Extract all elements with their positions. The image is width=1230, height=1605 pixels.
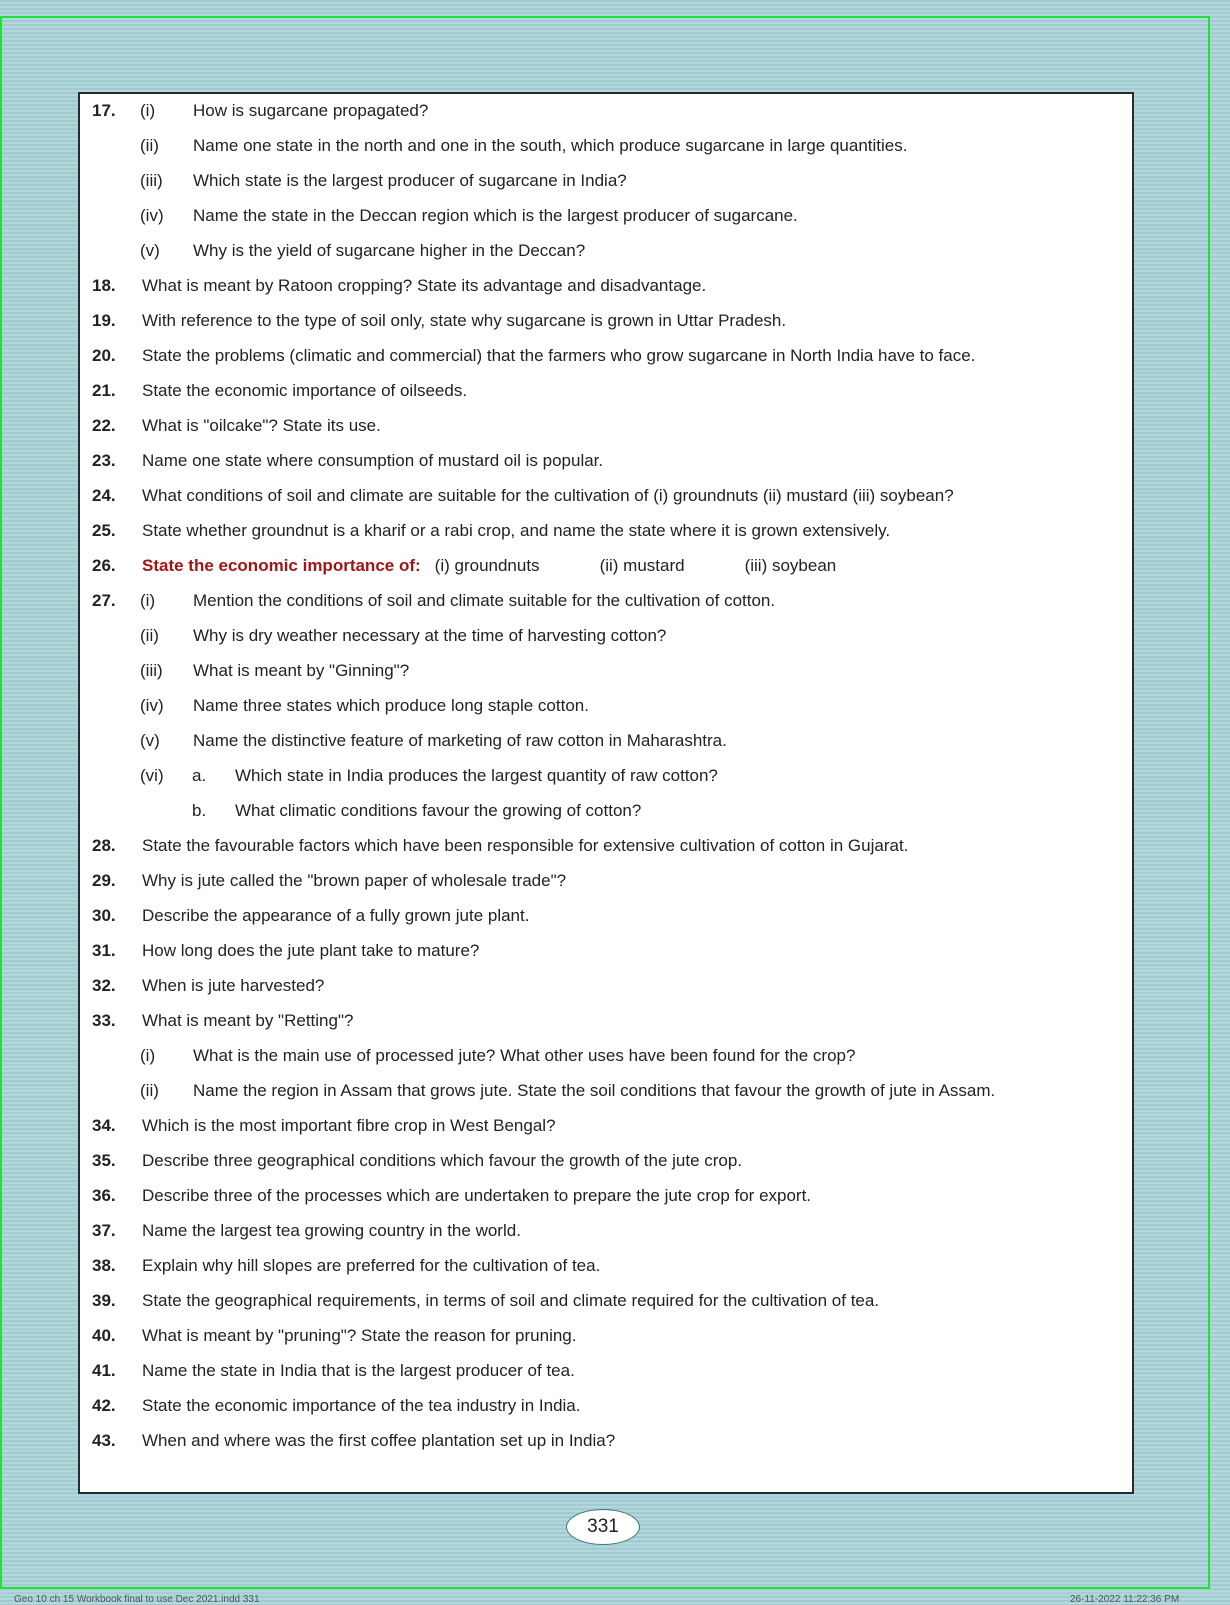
question-text: Why is dry weather necessary at the time of harvesting cotton?	[193, 626, 667, 645]
question-text: When and where was the first coffee plantation set up in India?	[142, 1431, 616, 1450]
question-number: 24.	[92, 486, 116, 505]
question-number: 21.	[92, 381, 116, 400]
question-number: 20.	[92, 346, 116, 365]
question-row	[80, 236, 1132, 266]
subpart-label: (ii)	[140, 1081, 159, 1100]
question-row	[80, 1251, 1132, 1281]
question-text: Which state in India produces the largest quantity of raw cotton?	[235, 766, 718, 785]
question-row	[80, 901, 1132, 931]
questions-panel	[78, 92, 1134, 1494]
question-text: Why is the yield of sugarcane higher in the Deccan?	[193, 241, 586, 260]
question-text: State whether groundnut is a kharif or a rabi crop, and name the state where it is grown extensively.	[142, 521, 891, 540]
question-number: 32.	[92, 976, 116, 995]
question-row	[80, 621, 1132, 651]
question-number: 18.	[92, 276, 116, 295]
question-row	[80, 481, 1132, 511]
question-text: State the economic importance of oilseeds.	[142, 381, 468, 400]
question-row	[80, 1216, 1132, 1246]
subpart-label: (i)	[140, 1046, 156, 1065]
subpart-label: (v)	[140, 241, 160, 260]
question-number: 39.	[92, 1291, 116, 1310]
question-number: 36.	[92, 1186, 116, 1205]
question-text: Which is the most important fibre crop in West Bengal?	[142, 1116, 556, 1135]
question-text: Name one state where consumption of mustard oil is popular.	[142, 451, 604, 470]
page-number: 331	[566, 1509, 640, 1545]
crop-option: (i) groundnuts	[434, 556, 540, 575]
question-row	[80, 936, 1132, 966]
subpart-label: (iv)	[140, 206, 164, 225]
question-row	[80, 306, 1132, 336]
question-number: 17.	[92, 101, 116, 120]
question-text: Describe three of the processes which are undertaken to prepare the jute crop for export.	[142, 1186, 812, 1205]
question-number: 27.	[92, 591, 116, 610]
question-text: Name the state in the Deccan region which is the largest producer of sugarcane.	[193, 206, 798, 225]
question-number: 26.	[92, 556, 116, 575]
question-row	[80, 376, 1132, 406]
question-row	[80, 761, 1132, 791]
question-text: State the geographical requirements, in terms of soil and climate required for the cultivation of tea.	[142, 1291, 880, 1310]
subpart-label: (vi)	[140, 766, 164, 785]
subpart-label: (v)	[140, 731, 160, 750]
question-number: 42.	[92, 1396, 116, 1415]
question-text: When is jute harvested?	[142, 976, 325, 995]
subpart-label: (iii)	[140, 661, 163, 680]
subpart-label: (ii)	[140, 136, 159, 155]
highlighted-prompt: State the economic importance of:	[142, 556, 421, 575]
question-text: What climatic conditions favour the growing of cotton?	[235, 801, 642, 820]
question-number: 29.	[92, 871, 116, 890]
question-row	[80, 1286, 1132, 1316]
question-number: 43.	[92, 1431, 116, 1450]
question-row	[80, 411, 1132, 441]
question-number: 33.	[92, 1011, 116, 1030]
question-row	[80, 341, 1132, 371]
question-text: State the problems (climatic and commercial) that the farmers who grow sugarcane in North India have to face.	[142, 346, 976, 365]
footer-file-info: Geo 10 ch 15 Workbook final to use Dec 2021.indd 331	[14, 1594, 260, 1605]
footer-timestamp: 26-11-2022 11:22:36 PM	[1070, 1594, 1180, 1605]
question-row	[80, 1076, 1132, 1106]
question-number: 25.	[92, 521, 116, 540]
subpart-label: (iv)	[140, 696, 164, 715]
question-text: What is meant by "Ginning"?	[193, 661, 410, 680]
question-number: 35.	[92, 1151, 116, 1170]
question-text: How is sugarcane propagated?	[193, 101, 429, 120]
question-text: State the economic importance of the tea industry in India.	[142, 1396, 581, 1415]
question-row	[80, 586, 1132, 616]
question-text: Which state is the largest producer of sugarcane in India?	[193, 171, 627, 190]
question-text: How long does the jute plant take to mature?	[142, 941, 480, 960]
question-text: Name one state in the north and one in the south, which produce sugarcane in large quantities.	[193, 136, 908, 155]
question-row	[80, 866, 1132, 896]
question-row	[80, 1111, 1132, 1141]
question-number: 30.	[92, 906, 116, 925]
question-row	[80, 551, 1132, 581]
question-number: 22.	[92, 416, 116, 435]
question-row	[80, 446, 1132, 476]
question-row	[80, 1146, 1132, 1176]
subpart-label: (iii)	[140, 171, 163, 190]
question-row	[80, 1006, 1132, 1036]
question-text: What is meant by "pruning"? State the reason for pruning.	[142, 1326, 577, 1345]
question-text: Name the region in Assam that grows jute. State the soil conditions that favour the growth of jute in Assam.	[193, 1081, 996, 1100]
question-row	[80, 1181, 1132, 1211]
question-row	[80, 1426, 1132, 1456]
question-text: What is meant by "Retting"?	[142, 1011, 354, 1030]
question-text: Mention the conditions of soil and climate suitable for the cultivation of cotton.	[193, 591, 776, 610]
question-text: Describe three geographical conditions which favour the growth of the jute crop.	[142, 1151, 743, 1170]
question-text: Name the largest tea growing country in the world.	[142, 1221, 521, 1240]
question-text: Describe the appearance of a fully grown jute plant.	[142, 906, 530, 925]
crop-option: (ii) mustard	[599, 556, 685, 575]
question-text: What is meant by Ratoon cropping? State its advantage and disadvantage.	[142, 276, 707, 295]
question-text: What is the main use of processed jute? What other uses have been found for the crop?	[193, 1046, 856, 1065]
question-row	[80, 831, 1132, 861]
question-row	[80, 516, 1132, 546]
question-text: With reference to the type of soil only, state why sugarcane is grown in Uttar Pradesh.	[142, 311, 787, 330]
subsubpart-label: a.	[192, 766, 207, 785]
question-row	[80, 1321, 1132, 1351]
question-text: Name the state in India that is the largest producer of tea.	[142, 1361, 575, 1380]
question-number: 34.	[92, 1116, 116, 1135]
question-row	[80, 971, 1132, 1001]
question-row	[80, 96, 1132, 126]
question-text: What conditions of soil and climate are suitable for the cultivation of (i) groundnuts (ii) mustard (iii) soybean?	[142, 486, 954, 505]
question-number: 37.	[92, 1221, 116, 1240]
question-text: What is "oilcake"? State its use.	[142, 416, 381, 435]
question-text: Name three states which produce long staple cotton.	[193, 696, 589, 715]
subpart-label: (ii)	[140, 626, 159, 645]
question-text: Name the distinctive feature of marketing of raw cotton in Maharashtra.	[193, 731, 727, 750]
question-number: 23.	[92, 451, 116, 470]
crop-option: (iii) soybean	[744, 556, 837, 575]
question-number: 41.	[92, 1361, 116, 1380]
question-row	[80, 201, 1132, 231]
subpart-label: (i)	[140, 591, 156, 610]
question-row	[80, 1041, 1132, 1071]
question-row	[80, 166, 1132, 196]
question-row	[80, 1356, 1132, 1386]
question-text: State the favourable factors which have been responsible for extensive cultivation of cotton in Gujarat.	[142, 836, 909, 855]
question-number: 40.	[92, 1326, 116, 1345]
subpart-label: (i)	[140, 101, 156, 120]
question-row	[80, 796, 1132, 826]
subsubpart-label: b.	[192, 801, 207, 820]
question-row	[80, 271, 1132, 301]
question-text: Explain why hill slopes are preferred for the cultivation of tea.	[142, 1256, 601, 1275]
question-row	[80, 656, 1132, 686]
question-row	[80, 726, 1132, 756]
question-row	[80, 1391, 1132, 1421]
question-number: 28.	[92, 836, 116, 855]
question-text: Why is jute called the "brown paper of wholesale trade"?	[142, 871, 567, 890]
question-number: 31.	[92, 941, 116, 960]
question-number: 38.	[92, 1256, 116, 1275]
question-row	[80, 691, 1132, 721]
question-number: 19.	[92, 311, 116, 330]
question-text	[142, 551, 896, 581]
question-row	[80, 131, 1132, 161]
